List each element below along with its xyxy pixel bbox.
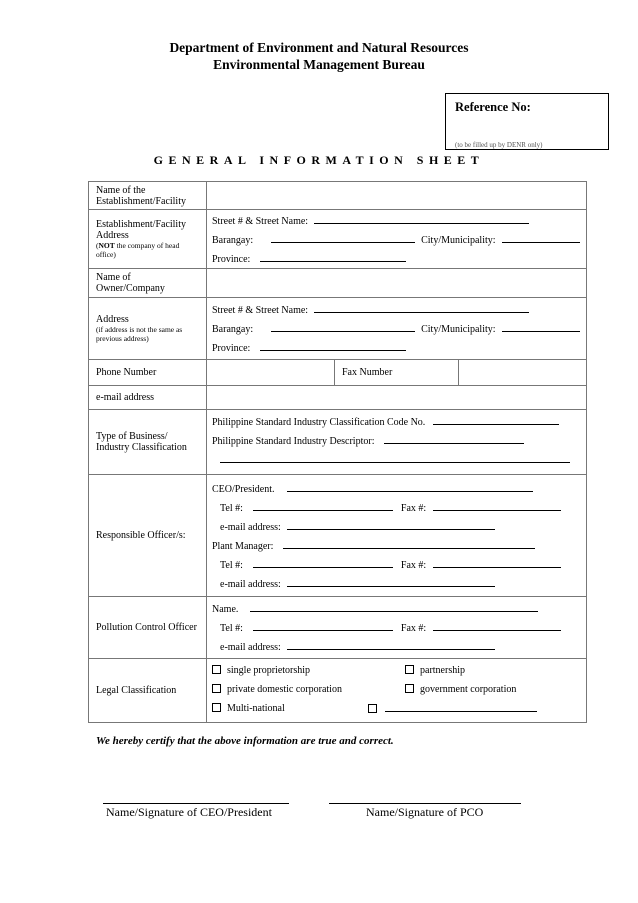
checkbox-private[interactable]: private domestic corporation [212,684,342,695]
field-psic-descriptor[interactable]: Philippine Standard Industry Descriptor: [207,431,586,450]
checkbox-government[interactable]: government corporation [405,680,516,699]
checkbox-partnership[interactable]: partnership [405,661,465,680]
field-plant-manager[interactable]: Plant Manager: [207,536,586,555]
label-address: Address (if address is not the same as previous address) [89,298,207,360]
reference-box[interactable] [445,93,609,150]
field-ceo-tel-fax[interactable]: Tel #: Fax #: [207,498,586,517]
checkbox-icon[interactable] [212,684,221,693]
field-estab-barangay-city[interactable]: Barangay: City/Municipality: [207,230,586,249]
field-psic-code[interactable]: Philippine Standard Industry Classification Code No. [207,412,586,431]
legal-row-1 [207,661,586,680]
field-addr-street[interactable]: Street # & Street Name: [207,300,586,319]
label-fax: Fax Number [335,360,459,386]
reference-note: (to be filled up by DENR only) [455,141,543,149]
label-phone: Phone Number [89,360,207,386]
checkbox-icon[interactable] [212,703,221,712]
field-addr-province[interactable]: Province: [207,338,586,357]
label-business-type: Type of Business/ Industry Classification [89,410,207,475]
checkbox-multinational[interactable]: Multi-national [212,703,285,714]
information-form-table [88,181,587,723]
signature-label-ceo: Name/Signature of CEO/President [106,805,272,819]
field-pm-email[interactable]: e-mail address: [207,574,586,593]
label-responsible: Responsible Officer/s: [89,475,207,597]
checkbox-icon[interactable] [212,665,221,674]
checkbox-icon[interactable] [368,704,377,713]
field-psic-descriptor-cont[interactable] [207,450,586,469]
field-estab-province[interactable]: Province: [207,249,586,268]
signature-line-pco[interactable] [329,803,521,804]
field-addr-barangay-city[interactable]: Barangay: City/Municipality: [207,319,586,338]
legal-row-3 [207,699,586,718]
input-name-owner[interactable] [207,269,587,298]
input-email[interactable] [207,386,587,410]
field-pco-email[interactable]: e-mail address: [207,637,586,656]
label-establishment-address: Establishment/Facility Address (NOT the company of head office) [89,210,207,269]
reference-label: Reference No: [455,100,531,114]
sheet-title: GENERAL INFORMATION SHEET [153,153,485,167]
field-pm-tel-fax[interactable]: Tel #: Fax #: [207,555,586,574]
field-pco-tel-fax[interactable]: Tel #: Fax #: [207,618,586,637]
label-name-owner: Name of Owner/Company [89,269,207,298]
label-name-establishment: Name of the Establishment/Facility [89,182,207,210]
label-email: e-mail address [89,386,207,410]
checkbox-icon[interactable] [405,684,414,693]
field-ceo-name[interactable]: CEO/President. [207,479,586,498]
label-legal: Legal Classification [89,659,207,723]
field-ceo-email[interactable]: e-mail address: [207,517,586,536]
certification-statement: We hereby certify that the above information are true and correct. [96,735,394,747]
signature-label-pco: Name/Signature of PCO [366,805,484,819]
checkbox-single[interactable]: single proprietorship [212,665,310,676]
field-estab-street[interactable]: Street # & Street Name: [207,211,586,230]
header-bureau: Environmental Management Bureau [213,57,425,72]
input-phone[interactable] [207,360,335,386]
input-name-establishment[interactable] [207,182,587,210]
field-pco-name[interactable]: Name. [207,599,586,618]
checkbox-other[interactable] [368,699,537,719]
header-department: Department of Environment and Natural Resources [169,40,469,55]
label-pollution-officer: Pollution Control Officer [89,597,207,659]
signature-line-ceo[interactable] [103,803,289,804]
checkbox-icon[interactable] [405,665,414,674]
input-fax[interactable] [459,360,587,386]
legal-row-2 [207,680,586,699]
